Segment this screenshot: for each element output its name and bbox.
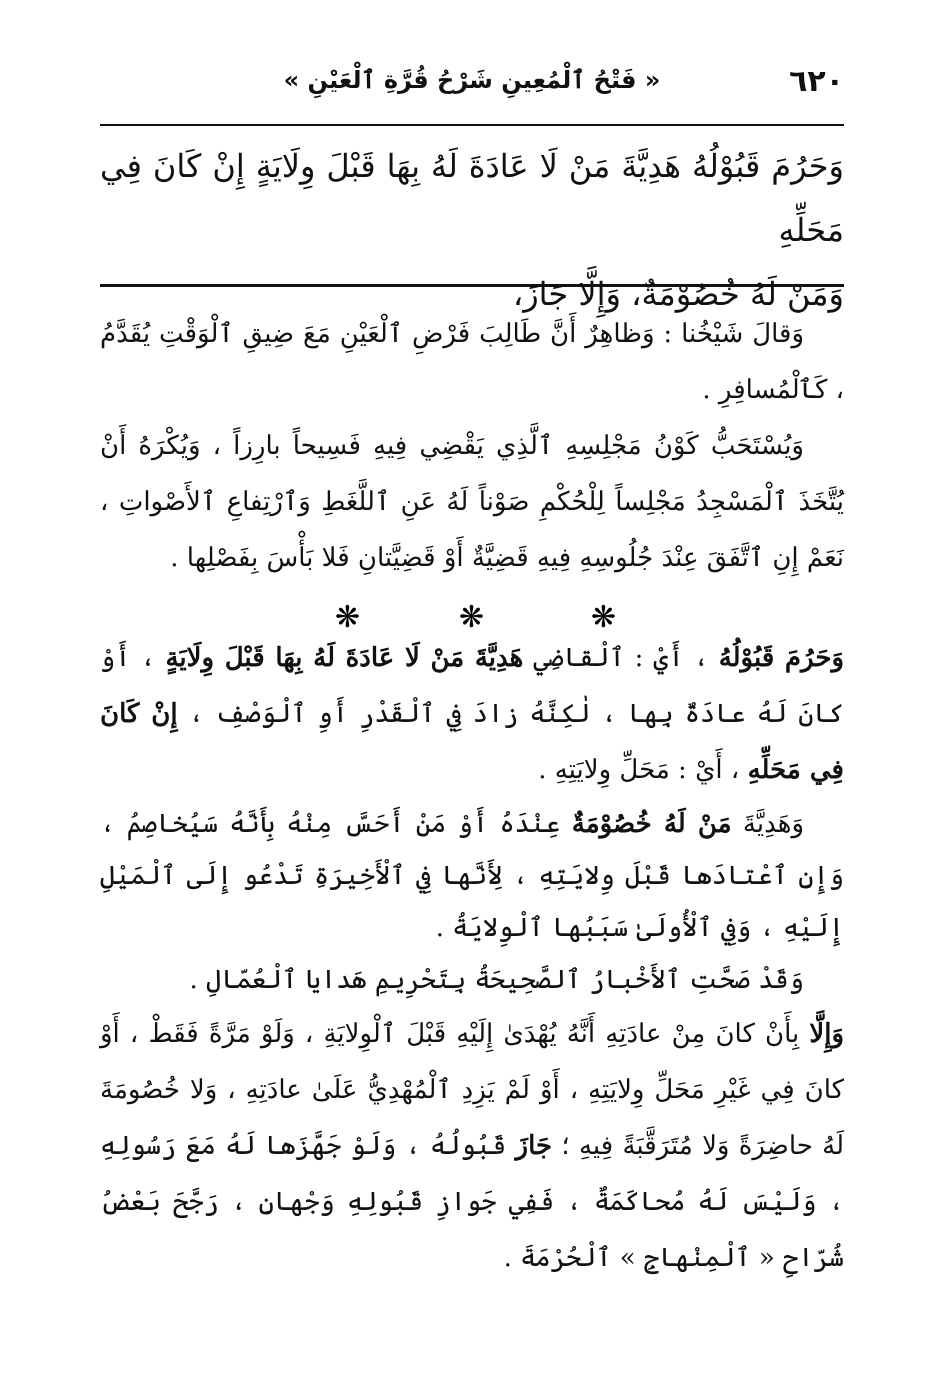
commentary-text: وَهَدِيَّةَ (731, 809, 804, 839)
matn-quote: مَنْ لَهُ خُصُوْمَةٌ (571, 809, 732, 839)
star-ornament-icon: ❋ (334, 600, 360, 635)
matn-quote: جَازَ (515, 1131, 553, 1161)
paragraph (100, 798, 844, 954)
commentary-intro (100, 306, 844, 586)
paragraph (100, 630, 844, 798)
paragraph: وَيُسْتَحَبُّ كَوْنُ مَجْلِسِهِ ٱلَّذِي يَقْضِي فِيهِ فَسِيحاً بارِزاً ، وَيُكْرَهُ أَنْ يُتَّخَذَ ٱلْمَسْجِدُ مَجْلِساً لِلْحُكْمِ صَوْناً لَهُ عَنِ ٱللَّغَطِ وَٱرْتِفاعِ ٱلأَصْواتِ ، نَعَمْ إِنِ ٱتَّفَقَ عِنْدَ جُلُوسِهِ فِيهِ قَضِيَّةٌ أَوْ قَضِيَّتانِ فَلا بَأْسَ بِفَصْلِها . (100, 431, 844, 573)
star-ornament-icon: ❋ (590, 600, 616, 635)
section-rule (100, 284, 844, 287)
paragraph: وَقَدْ صَحَّتِ ٱلأَخْبارُ ٱلصَّحِيحَةُ بِتَحْرِيمِ هَدايا ٱلْعُمّالِ . (189, 965, 804, 995)
commentary-text: ، أَوْ كانَ لَهُ عادَةٌ بِها ، لٰكِنَّهُ زادَ فِي ٱلْقَدْرِ أَوِ ٱلْوَصْفِ ، (100, 643, 844, 729)
commentary-main (100, 630, 844, 1286)
commentary-text: بِأَنْ كانَ مِنْ عادَتِهِ أَنَّهُ يُهْدَىٰ إِلَيْهِ قَبْلَ ٱلْوِلايَةِ ، وَلَوْ مَرَّةً فَقَطْ ، أَوْ كانَ فِي غَيْرِ مَحَلِّ وِلايَتِهِ ، أَوْ لَمْ يَزِدِ ٱلْمُهْدِيُّ عَلَىٰ عادَتِهِ ، وَلا خُصُومَةَ لَهُ حاضِرَةً وَلا مُتَرَقَّبَةً فِيهِ ؛ (100, 1019, 844, 1161)
commentary-text: ، أَيْ : ٱلْقاضِي (523, 643, 719, 673)
matn-line: وَمَنْ لَهُ خُصُوْمَةٌ، وَإِلَّا جَازَ، (512, 275, 844, 313)
matn-line: وَحَرُمَ قَبُوْلُهُ هَدِيَّةَ مَنْ لَا عَادَةَ لَهُ بِهَا قَبْلَ وِلَايَةٍ إِنْ كَانَ فِي مَحَلِّهِ (100, 147, 844, 249)
header-rule (100, 124, 844, 126)
star-ornament-icon: ❋ (458, 600, 484, 635)
commentary-text: عِنْدَهُ أَوْ مَنْ أَحَسَّ مِنْهُ بِأَنَّهُ سَيُخاصِمُ ، وَإِنِ ٱعْتادَها قَبْلَ وِلايَتِهِ ، لِأَنَّها فِي ٱلْأَخِيرَةِ تَدْعُو إِلَى ٱلْمَيْلِ إِلَيْهِ ، وَفِي ٱلْأُولَىٰ سَبَبُها ٱلْوِلايَةُ . (100, 809, 844, 943)
page-number: ٦٢٠ (789, 64, 844, 99)
book-title: « فَتْحُ ٱلْمُعِينِ شَرْحُ قُرَّةِ ٱلْعَيْنِ » (283, 66, 661, 94)
commentary-text: قَبُولُهُ ، وَلَوْ جَهَّزَها لَهُ مَعَ رَسُولِهِ ، وَلَيْسَ لَهُ مُحاكَمَةٌ ، فَفِي جَوازِ قَبُولِهِ وَجْهانِ ، رَجَّحَ بَعْضُ شُرّاحِ « ٱلْمِنْهاجِ » ٱلْحُرْمَةَ . (100, 1131, 844, 1273)
matn-text (100, 134, 844, 326)
matn-quote: وَحَرُمَ قَبُوْلُهُ (718, 643, 844, 673)
running-header (100, 60, 844, 110)
matn-quote: هَدِيَّةَ مَنْ لَا عَادَةَ لَهُ بِهَا قَبْلَ وِلَايَةٍ (165, 643, 524, 673)
commentary-text: ، أَيْ : مَحَلِّ وِلايَتِهِ . (538, 755, 748, 785)
paragraph (100, 1006, 844, 1286)
paragraph: وَقالَ شَيْخُنا : وَظاهِرٌ أَنَّ طَالِبَ فَرْضِ ٱلْعَيْنِ مَعَ ضِيقِ ٱلْوَقْتِ يُقَدَّمُ ، كَٱلْمُسافِرِ . (100, 319, 844, 405)
matn-quote: وَإِلَّا (809, 1019, 844, 1049)
matn-quote: إِنْ كَانَ فِي مَحَلِّهِ (100, 699, 844, 785)
